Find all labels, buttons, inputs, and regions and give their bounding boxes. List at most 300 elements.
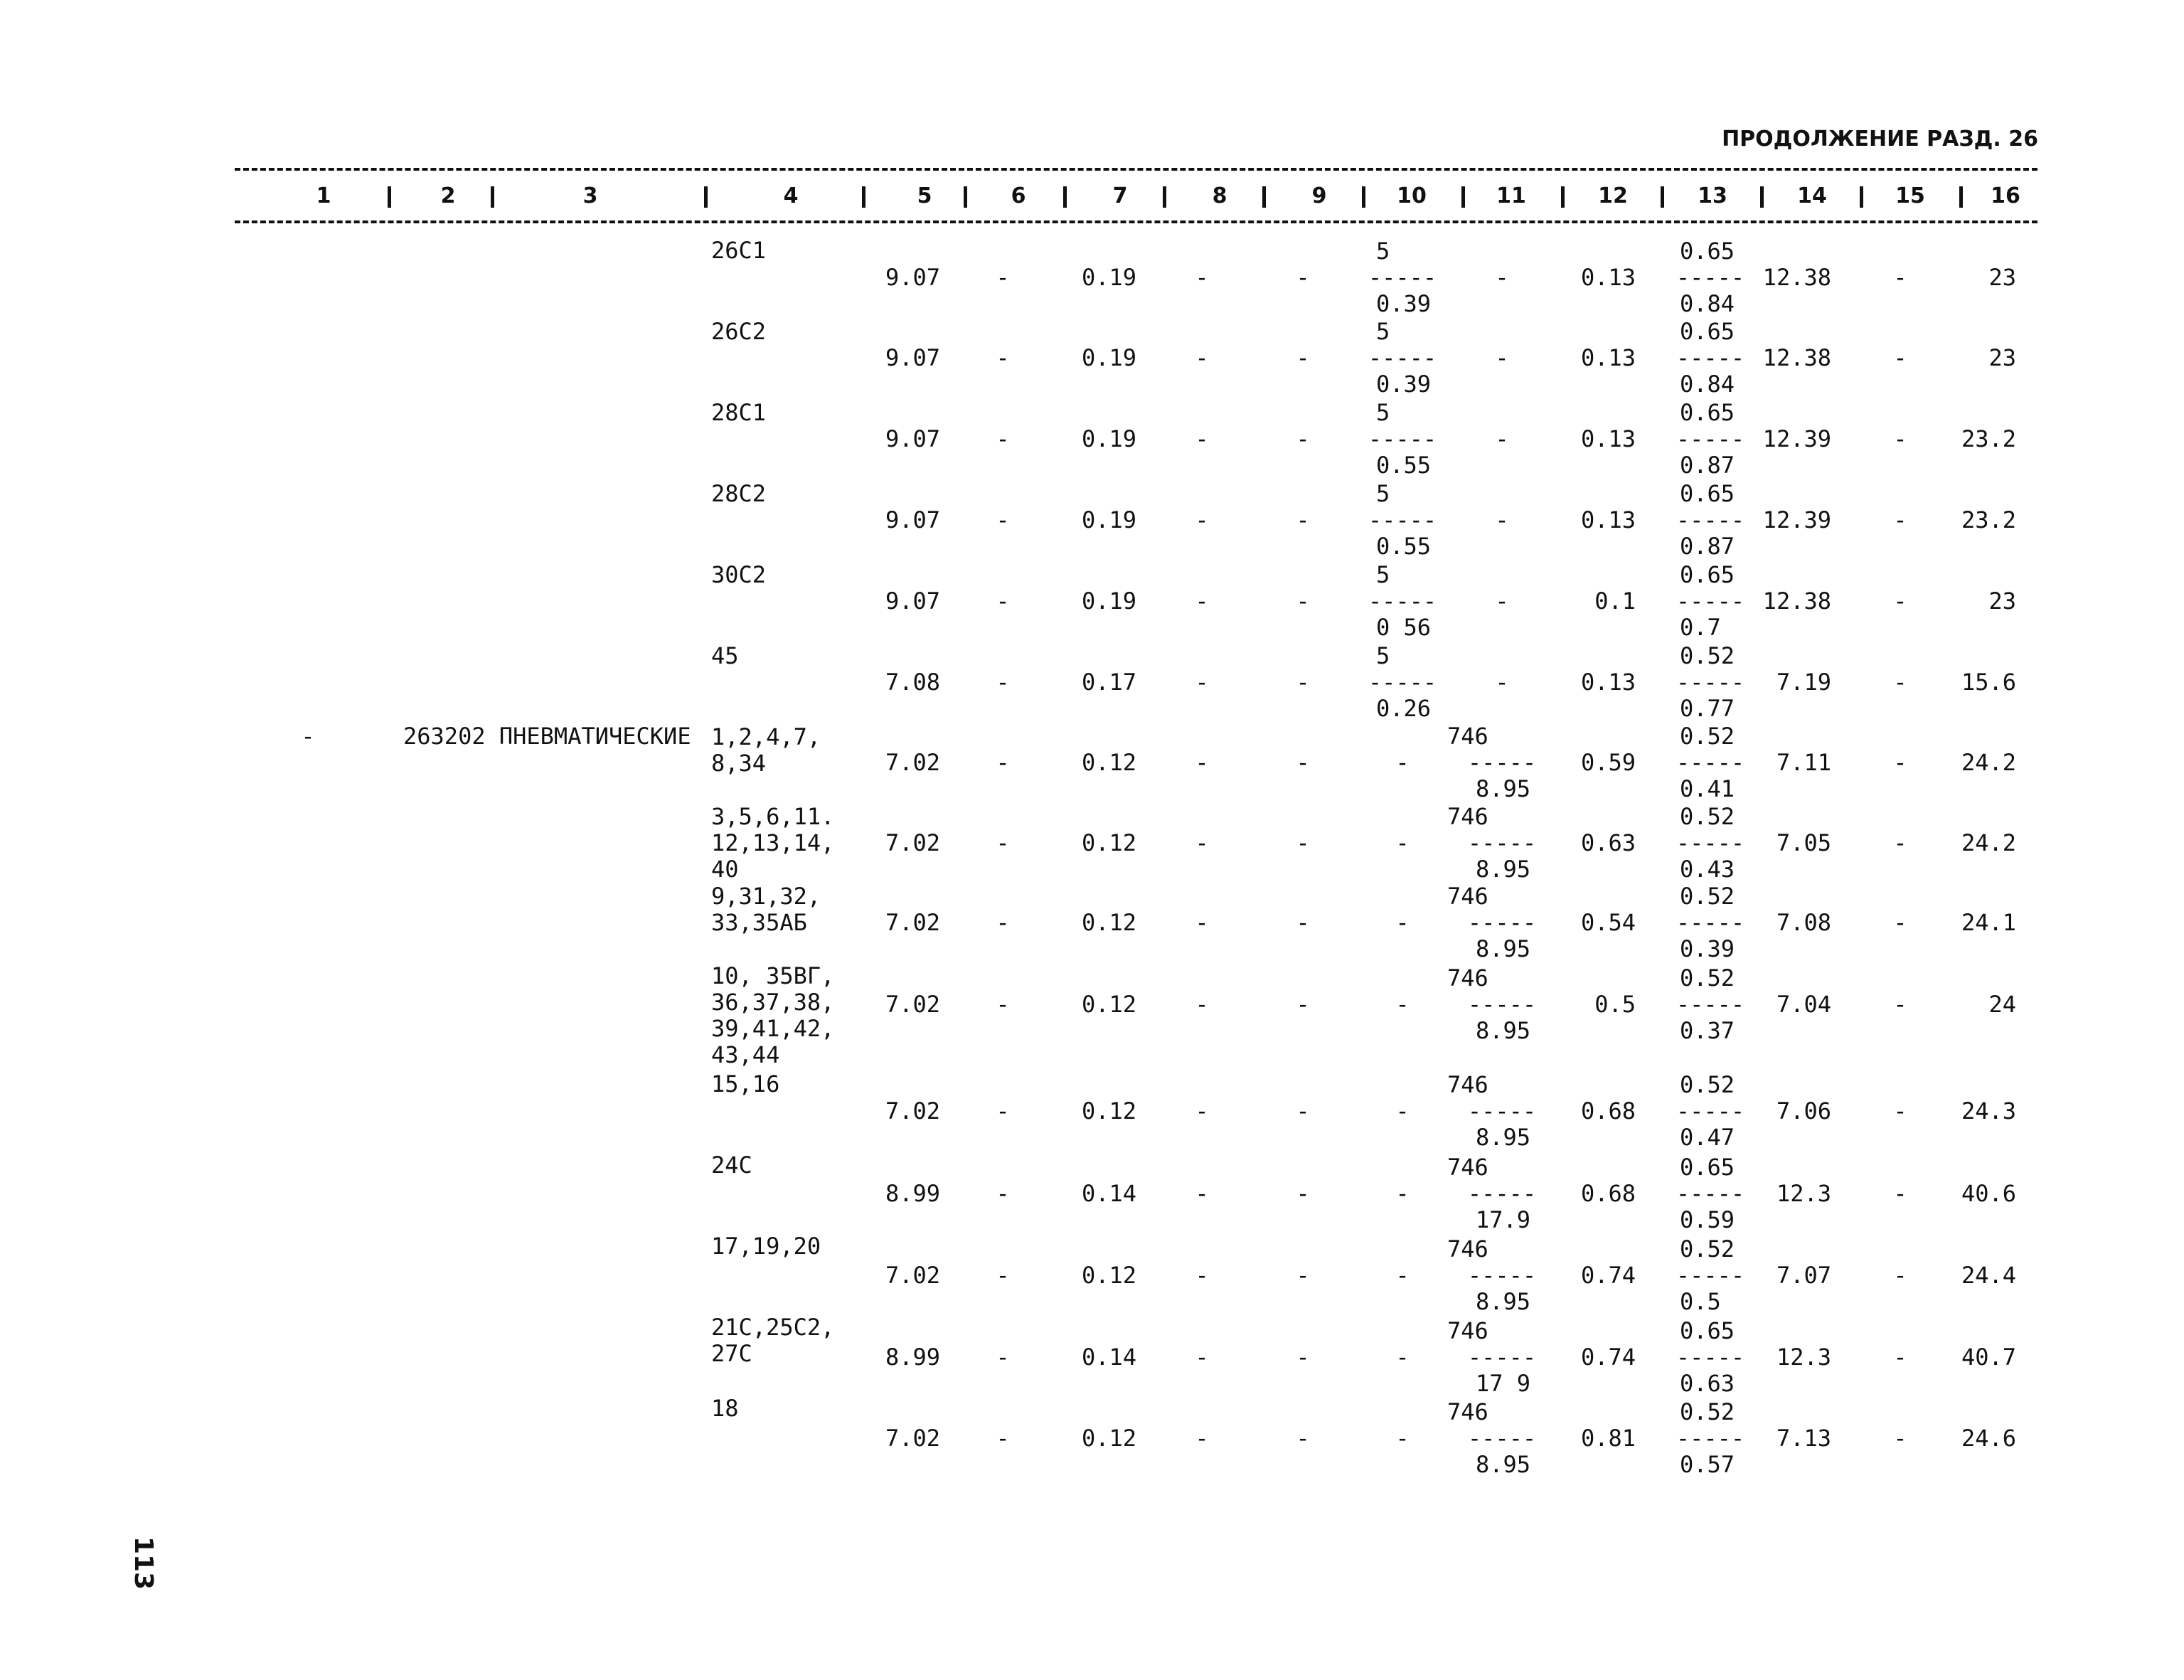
cell-value: -	[1195, 588, 1209, 615]
cell-value: 24.6	[1961, 1425, 2016, 1452]
fraction-bar: -----	[1676, 344, 1745, 371]
cell-value: 0.12	[1081, 1262, 1136, 1289]
column-separator	[862, 186, 865, 208]
cell-value: -	[1395, 829, 1410, 856]
column-header-6: 6	[1011, 184, 1026, 208]
column-header-10: 10	[1397, 184, 1427, 208]
cell-value: 24.3	[1961, 1097, 2016, 1125]
cell-value: 0.74	[1580, 1262, 1636, 1289]
cell-value: 9.07	[885, 344, 940, 371]
cell-value: -	[1495, 425, 1509, 452]
cell-value: -	[996, 1262, 1010, 1289]
fraction-numerator: 0.52	[1680, 803, 1735, 830]
cell-value: 0.12	[1081, 909, 1136, 936]
cell-value: -	[996, 264, 1010, 291]
fraction-denominator: 0.39	[1680, 935, 1735, 962]
column-separator	[388, 186, 391, 208]
column-header-12: 12	[1598, 184, 1628, 208]
cell-value: 12.38	[1762, 344, 1831, 371]
model-code: 24С	[711, 1152, 752, 1179]
cell-value: 0.17	[1081, 669, 1136, 696]
fraction-denominator: 8.95	[1476, 1124, 1531, 1151]
cell-value: 7.07	[1776, 1262, 1831, 1289]
header-bottom-rule	[235, 220, 2037, 223]
cell-value: 12.3	[1776, 1180, 1831, 1207]
cell-value: 9.07	[885, 588, 940, 615]
column-header-1: 1	[316, 184, 331, 208]
fraction-bar: -----	[1676, 1262, 1745, 1289]
model-code: 28С2	[711, 480, 767, 507]
cell-value: -	[1195, 264, 1209, 291]
cell-value: 0.19	[1081, 264, 1136, 291]
cell-value: 7.13	[1776, 1425, 1831, 1452]
fraction-denominator: 8.95	[1476, 856, 1531, 883]
cell-value: -	[1395, 1262, 1410, 1289]
cell-value: -	[1395, 1180, 1410, 1207]
cell-value: -	[1195, 909, 1209, 936]
cell-value: -	[1195, 425, 1209, 452]
column-separator	[964, 186, 967, 208]
fraction-bar: -----	[1368, 588, 1437, 615]
cell-value: -	[1395, 1097, 1410, 1125]
cell-value: 40.6	[1961, 1180, 2016, 1207]
fraction-bar: -----	[1676, 829, 1745, 856]
fraction-numerator: 0.65	[1680, 238, 1735, 265]
cell-value: 24.2	[1961, 829, 2016, 856]
fraction-numerator: 0.52	[1680, 964, 1735, 991]
fraction-bar: -----	[1676, 264, 1745, 291]
fraction-bar: -----	[1676, 506, 1745, 533]
fraction-denominator: 0 56	[1376, 614, 1432, 641]
cell-value: -	[1296, 264, 1310, 291]
cell-value: -	[1296, 991, 1310, 1018]
cell-value: -	[996, 909, 1010, 936]
cell-value: 0.14	[1081, 1180, 1136, 1207]
cell-value: 8.99	[885, 1180, 940, 1207]
fraction-numerator: 746	[1447, 1398, 1488, 1425]
cell-value: -	[1893, 1344, 1907, 1371]
cell-value: -	[1893, 1425, 1907, 1452]
cell-value: -	[1296, 669, 1310, 696]
column-header-11: 11	[1496, 184, 1526, 208]
column-header-2: 2	[440, 184, 456, 208]
cell-value: -	[1195, 1097, 1209, 1125]
cell-value: 0.13	[1580, 506, 1636, 533]
column-separator	[1959, 186, 1963, 208]
cell-value: -	[1195, 506, 1209, 533]
fraction-bar: -----	[1467, 1344, 1537, 1371]
column-separator	[1860, 186, 1863, 208]
cell-value: -	[1395, 749, 1410, 776]
fraction-numerator: 5	[1376, 399, 1390, 426]
cell-value: -	[996, 588, 1010, 615]
model-code: 1,2,4,7,	[711, 723, 821, 750]
cell-value: 7.19	[1776, 669, 1831, 696]
cell-value: 7.02	[885, 829, 940, 856]
cell-value: 7.08	[1776, 909, 1831, 936]
fraction-denominator: 0.7	[1680, 614, 1721, 641]
fraction-numerator: 0.52	[1680, 1235, 1735, 1262]
model-code: 12,13,14,	[711, 829, 835, 856]
cell-value: -	[1296, 1425, 1310, 1452]
cell-value: 24.4	[1961, 1262, 2016, 1289]
column-header-7: 7	[1112, 184, 1128, 208]
cell-value: 12.38	[1762, 588, 1831, 615]
column-separator	[1362, 186, 1365, 208]
cell-value: -	[1495, 506, 1509, 533]
fraction-numerator: 5	[1376, 238, 1390, 265]
cell-value: 23.2	[1961, 506, 2016, 533]
cell-value: -	[996, 1344, 1010, 1371]
cell-value: 12.38	[1762, 264, 1831, 291]
cell-value: 0.74	[1580, 1344, 1636, 1371]
cell-value: 8.99	[885, 1344, 940, 1371]
model-code: 26С1	[711, 237, 767, 264]
fraction-numerator: 0.52	[1680, 723, 1735, 750]
cell-value: -	[1893, 909, 1907, 936]
cell-value: 7.02	[885, 1425, 940, 1452]
column-separator	[1163, 186, 1166, 208]
fraction-bar: -----	[1676, 1180, 1745, 1207]
cell-value: 7.02	[885, 749, 940, 776]
fraction-numerator: 0.52	[1680, 883, 1735, 910]
column-header-14: 14	[1797, 184, 1827, 208]
cell-value: -	[1195, 1262, 1209, 1289]
cell-value: -	[1296, 425, 1310, 452]
fraction-denominator: 8.95	[1476, 1451, 1531, 1478]
fraction-bar: -----	[1467, 991, 1537, 1018]
cell-value: 0.5	[1594, 991, 1636, 1018]
cell-value: 0.13	[1580, 264, 1636, 291]
model-code: 8,34	[711, 750, 767, 777]
fraction-denominator: 8.95	[1476, 1288, 1531, 1315]
cell-value: -	[1296, 749, 1310, 776]
cell-value: 0.13	[1580, 669, 1636, 696]
fraction-numerator: 5	[1376, 642, 1390, 669]
cell-value: 0.54	[1580, 909, 1636, 936]
fraction-numerator: 746	[1447, 1071, 1488, 1098]
fraction-denominator: 0.37	[1680, 1017, 1735, 1044]
cell-value: 0.19	[1081, 588, 1136, 615]
column-header-16: 16	[1991, 184, 2020, 208]
cell-value: 23	[1988, 264, 2016, 291]
fraction-bar: -----	[1467, 1097, 1537, 1125]
cell-value: -	[1893, 669, 1907, 696]
cell-value: -	[1195, 1180, 1209, 1207]
fraction-denominator: 0.55	[1376, 452, 1432, 479]
cell-value: 0.13	[1580, 425, 1636, 452]
model-code: 3,5,6,11.	[711, 803, 835, 830]
column-header-4: 4	[783, 184, 799, 208]
column-header-8: 8	[1212, 184, 1227, 208]
fraction-numerator: 5	[1376, 480, 1390, 507]
cell-value: 24	[1988, 991, 2016, 1018]
cell-value: 0.19	[1081, 344, 1136, 371]
cell-value: -	[1893, 506, 1907, 533]
cell-value: 0.12	[1081, 1425, 1136, 1452]
fraction-numerator: 746	[1447, 723, 1488, 750]
cell-value: 0.12	[1081, 1097, 1136, 1125]
column-separator	[1561, 186, 1565, 208]
column-separator	[704, 186, 708, 208]
cell-value: -	[1195, 669, 1209, 696]
cell-value: -	[1395, 1344, 1410, 1371]
fraction-numerator: 746	[1447, 964, 1488, 991]
cell-value: 24.1	[1961, 909, 2016, 936]
cell-value: -	[1195, 991, 1209, 1018]
cell-value: 23	[1988, 588, 2016, 615]
cell-value: -	[996, 344, 1010, 371]
cell-value: -	[1195, 829, 1209, 856]
fraction-denominator: 0.26	[1376, 695, 1432, 722]
cell-value: 9.07	[885, 264, 940, 291]
cell-value: -	[1495, 669, 1509, 696]
fraction-bar: -----	[1676, 669, 1745, 696]
cell-value: -	[1395, 909, 1410, 936]
fraction-numerator: 0.65	[1680, 1317, 1735, 1344]
column-separator	[1760, 186, 1764, 208]
cell-value: -	[1195, 344, 1209, 371]
model-code: 36,37,38,	[711, 989, 835, 1016]
fraction-denominator: 0.84	[1680, 290, 1735, 317]
cell-value: 12.39	[1762, 506, 1831, 533]
cell-value: 7.02	[885, 991, 940, 1018]
cell-value: 12.39	[1762, 425, 1831, 452]
fraction-numerator: 0.65	[1680, 399, 1735, 426]
top-rule	[235, 168, 2037, 171]
fraction-numerator: 746	[1447, 883, 1488, 910]
fraction-bar: -----	[1676, 991, 1745, 1018]
cell-value: -	[996, 1425, 1010, 1452]
cell-value: -	[1296, 909, 1310, 936]
cell-value: 0.12	[1081, 749, 1136, 776]
fraction-numerator: 5	[1376, 318, 1390, 345]
fraction-numerator: 746	[1447, 1317, 1488, 1344]
cell-value: -	[1195, 1344, 1209, 1371]
fraction-numerator: 5	[1376, 561, 1390, 588]
cell-value: -	[1296, 1262, 1310, 1289]
fraction-denominator: 0.87	[1680, 533, 1735, 560]
section-title: ПРОДОЛЖЕНИЕ РАЗД. 26	[1722, 127, 2038, 151]
fraction-bar: -----	[1368, 425, 1437, 452]
fraction-denominator: 0.5	[1680, 1288, 1721, 1315]
cell-value: -	[1296, 1180, 1310, 1207]
cell-value: -	[1495, 344, 1509, 371]
fraction-bar: -----	[1368, 669, 1437, 696]
cell-value: -	[1893, 588, 1907, 615]
cell-value: -	[996, 991, 1010, 1018]
model-code: 43,44	[711, 1041, 780, 1068]
fraction-denominator: 0.39	[1376, 290, 1432, 317]
column-separator	[1661, 186, 1664, 208]
fraction-numerator: 0.52	[1680, 642, 1735, 669]
model-code: 26С2	[711, 318, 767, 345]
fraction-bar: -----	[1676, 1344, 1745, 1371]
model-code: 39,41,42,	[711, 1015, 835, 1042]
fraction-denominator: 0.41	[1680, 775, 1735, 802]
column-separator	[1063, 186, 1067, 208]
cell-value: -	[1495, 264, 1509, 291]
page-number: 113	[129, 1536, 158, 1590]
cell-value: -	[1495, 588, 1509, 615]
fraction-numerator: 0.52	[1680, 1071, 1735, 1098]
cell-value: -	[996, 506, 1010, 533]
cell-value: 0.63	[1580, 829, 1636, 856]
fraction-denominator: 0.63	[1680, 1370, 1735, 1397]
cell-value: 7.02	[885, 909, 940, 936]
cell-value: 9.07	[885, 506, 940, 533]
cell-value: -	[996, 425, 1010, 452]
fraction-denominator: 0.77	[1680, 695, 1735, 722]
cell-value: -	[1893, 1262, 1907, 1289]
cell-value: -	[996, 1097, 1010, 1125]
fraction-denominator: 8.95	[1476, 935, 1531, 962]
fraction-numerator: 746	[1447, 1235, 1488, 1262]
cell-value: -	[1296, 344, 1310, 371]
cell-value: -	[1395, 1425, 1410, 1452]
cell-value: -	[1296, 588, 1310, 615]
cell-value: 0.19	[1081, 425, 1136, 452]
cell-value: 23.2	[1961, 425, 2016, 452]
fraction-numerator: 746	[1447, 1154, 1488, 1181]
fraction-bar: -----	[1467, 749, 1537, 776]
fraction-bar: -----	[1467, 829, 1537, 856]
model-code: 21С,25С2,	[711, 1314, 835, 1341]
model-code: 9,31,32,	[711, 883, 821, 910]
cell-value: 12.3	[1776, 1344, 1831, 1371]
cell-value: 0.12	[1081, 991, 1136, 1018]
fraction-bar: -----	[1368, 344, 1437, 371]
cell-value: 7.02	[885, 1262, 940, 1289]
fraction-numerator: 0.52	[1680, 1398, 1735, 1425]
cell-value: -	[1395, 991, 1410, 1018]
fraction-bar: -----	[1676, 909, 1745, 936]
fraction-denominator: 0.47	[1680, 1124, 1735, 1151]
fraction-numerator: 0.65	[1680, 561, 1735, 588]
cell-value: 15.6	[1961, 669, 2016, 696]
cell-value: -	[1296, 1097, 1310, 1125]
fraction-bar: -----	[1467, 909, 1537, 936]
model-code: 33,35АБ	[711, 909, 807, 936]
fraction-bar: -----	[1467, 1180, 1537, 1207]
cell-value: -	[1893, 749, 1907, 776]
fraction-denominator: 0.59	[1680, 1206, 1735, 1233]
cell-value: 0.14	[1081, 1344, 1136, 1371]
fraction-bar: -----	[1676, 425, 1745, 452]
model-code: 28С1	[711, 399, 767, 426]
cell-value: -	[1893, 264, 1907, 291]
model-code: 40	[711, 856, 739, 883]
model-code: 17,19,20	[711, 1233, 821, 1260]
cell-value: 0.1	[1594, 588, 1636, 615]
fraction-numerator: 746	[1447, 803, 1488, 830]
cell-value: -	[1296, 829, 1310, 856]
fraction-bar: -----	[1467, 1262, 1537, 1289]
cell-value: -	[1296, 1344, 1310, 1371]
fraction-bar: -----	[1467, 1425, 1537, 1452]
cell-value: -	[1893, 425, 1907, 452]
cell-value: -	[1893, 1097, 1907, 1125]
fraction-denominator: 8.95	[1476, 775, 1531, 802]
cell-value: -	[996, 829, 1010, 856]
fraction-numerator: 0.65	[1680, 1154, 1735, 1181]
fraction-denominator: 0.43	[1680, 856, 1735, 883]
fraction-denominator: 8.95	[1476, 1017, 1531, 1044]
cell-value: -	[1195, 1425, 1209, 1452]
cell-value: -	[1893, 991, 1907, 1018]
fraction-denominator: 0.55	[1376, 533, 1432, 560]
cell-value: -	[1296, 506, 1310, 533]
fraction-bar: -----	[1676, 1097, 1745, 1125]
fraction-numerator: 0.65	[1680, 318, 1735, 345]
cell-value: -	[1893, 1180, 1907, 1207]
fraction-bar: -----	[1676, 1425, 1745, 1452]
model-code: 10, 35ВГ,	[711, 962, 835, 989]
fraction-denominator: 17 9	[1476, 1370, 1531, 1397]
cell-value: 7.06	[1776, 1097, 1831, 1125]
cell-value: 7.11	[1776, 749, 1831, 776]
cell-value: 0.68	[1580, 1180, 1636, 1207]
cell-value: 23	[1988, 344, 2016, 371]
column-header-13: 13	[1698, 184, 1727, 208]
model-code: 45	[711, 642, 739, 669]
fraction-denominator: 17.9	[1476, 1206, 1531, 1233]
group-name: 263202 ПНЕВМАТИЧЕСКИЕ	[403, 723, 691, 750]
cell-value: 7.02	[885, 1097, 940, 1125]
column-header-3: 3	[582, 184, 598, 208]
row-marker: -	[301, 723, 315, 750]
column-header-9: 9	[1311, 184, 1327, 208]
cell-value: 9.07	[885, 425, 940, 452]
cell-value: 40.7	[1961, 1344, 2016, 1371]
model-code: 18	[711, 1395, 739, 1422]
column-separator	[1461, 186, 1465, 208]
cell-value: 0.81	[1580, 1425, 1636, 1452]
fraction-denominator: 0.84	[1680, 371, 1735, 398]
cell-value: 0.19	[1081, 506, 1136, 533]
fraction-bar: -----	[1676, 588, 1745, 615]
cell-value: 7.04	[1776, 991, 1831, 1018]
cell-value: -	[1893, 829, 1907, 856]
column-separator	[491, 186, 494, 208]
fraction-bar: -----	[1676, 749, 1745, 776]
fraction-denominator: 0.57	[1680, 1451, 1735, 1478]
cell-value: 24.2	[1961, 749, 2016, 776]
cell-value: -	[1195, 749, 1209, 776]
cell-value: 7.05	[1776, 829, 1831, 856]
cell-value: 7.08	[885, 669, 940, 696]
cell-value: -	[1893, 344, 1907, 371]
column-header-15: 15	[1895, 184, 1925, 208]
model-code: 15,16	[711, 1070, 780, 1097]
fraction-bar: -----	[1368, 506, 1437, 533]
cell-value: -	[996, 749, 1010, 776]
cell-value: 0.59	[1580, 749, 1636, 776]
fraction-denominator: 0.87	[1680, 452, 1735, 479]
model-code: 27С	[711, 1340, 752, 1367]
cell-value: 0.68	[1580, 1097, 1636, 1125]
fraction-denominator: 0.39	[1376, 371, 1432, 398]
column-header-5: 5	[917, 184, 932, 208]
column-separator	[1262, 186, 1266, 208]
fraction-bar: -----	[1368, 264, 1437, 291]
cell-value: -	[996, 1180, 1010, 1207]
fraction-numerator: 0.65	[1680, 480, 1735, 507]
cell-value: -	[996, 669, 1010, 696]
cell-value: 0.12	[1081, 829, 1136, 856]
model-code: 30С2	[711, 561, 767, 588]
cell-value: 0.13	[1580, 344, 1636, 371]
